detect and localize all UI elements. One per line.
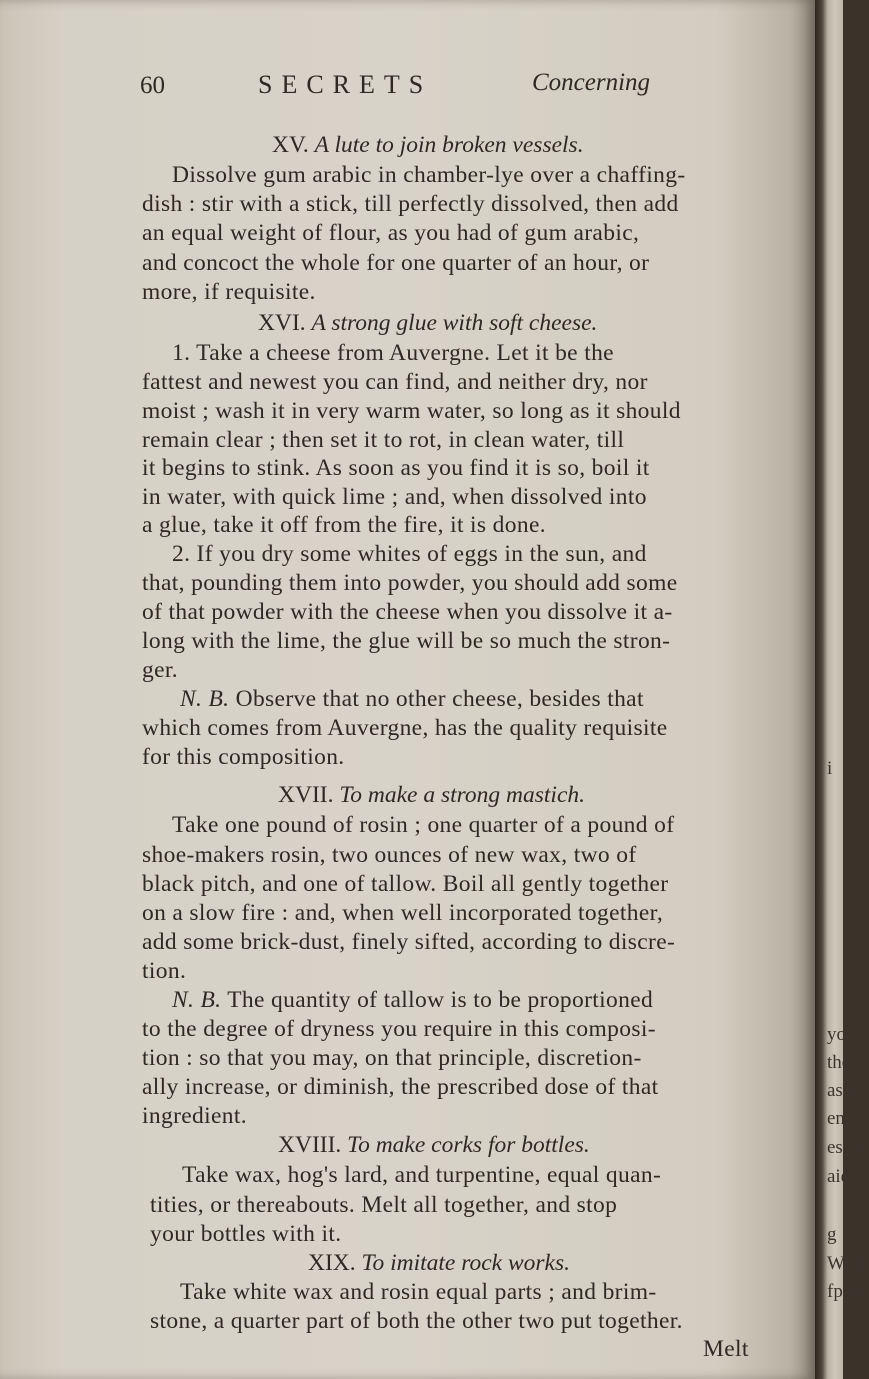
section-heading-xvi xyxy=(258,310,597,337)
nb-text: Observe that no other cheese, besides that xyxy=(235,686,644,712)
nb-text: The quantity of tallow is to be proportioned xyxy=(227,987,654,1013)
text-line: which comes from Auvergne, has the quality requisite xyxy=(142,715,668,741)
nota-bene-line xyxy=(180,686,644,713)
running-title: SECRETS xyxy=(258,70,433,99)
text-line: on a slow fire : and, when well incorporated together, xyxy=(142,900,664,926)
section-heading-xviii xyxy=(278,1132,590,1159)
text-line: it begins to stink. As soon as you find it is so, boil it xyxy=(142,455,650,481)
section-title: A lute to join broken vessels. xyxy=(314,132,584,158)
facing-page-fragment: the xyxy=(827,1052,851,1073)
section-number: XVI. xyxy=(258,310,306,336)
facing-page-fragment: aid, xyxy=(827,1166,855,1187)
text-line: Take wax, hog's lard, and turpentine, equal quan- xyxy=(182,1162,662,1188)
text-line: Dissolve gum arabic in chamber-lye over a chaffing- xyxy=(172,162,686,188)
text-line: fattest and newest you can find, and neither dry, nor xyxy=(142,369,648,395)
section-number: XVII. xyxy=(278,782,334,808)
section-title: To imitate rock works. xyxy=(361,1250,570,1276)
nota-bene-line xyxy=(172,987,653,1014)
text-line: for this composition. xyxy=(142,744,345,770)
facing-page-fragment: fpon xyxy=(827,1281,862,1302)
text-line: your bottles with it. xyxy=(150,1221,342,1247)
text-line: more, if requisite. xyxy=(142,279,316,305)
text-line: add some brick-dust, finely sifted, according to discre- xyxy=(142,929,676,955)
catchword: Melt xyxy=(703,1336,749,1362)
section-title: A strong glue with soft cheese. xyxy=(311,310,598,336)
section-heading-xix xyxy=(308,1250,570,1277)
section-heading-xvii xyxy=(278,782,585,809)
text-line: shoe-makers rosin, two ounces of new wax, two of xyxy=(142,842,637,868)
facing-page-fragment: i xyxy=(827,758,833,779)
page-number: 60 xyxy=(140,72,165,99)
text-line: of that powder with the cheese when you dissolve it a- xyxy=(142,599,673,625)
text-line: that, pounding them into powder, you should add some xyxy=(142,570,678,596)
section-number: XV. xyxy=(272,132,309,158)
text-line: remain clear ; then set it to rot, in clean water, till xyxy=(142,427,625,453)
section-title: To make a strong mastich. xyxy=(339,782,586,808)
nb-label: N. B. xyxy=(180,686,230,712)
section-title: To make corks for bottles. xyxy=(347,1132,590,1158)
section-number: XVIII. xyxy=(278,1132,342,1158)
facing-page-fragment: g xyxy=(827,1224,837,1245)
text-line: ally increase, or diminish, the prescribed dose of that xyxy=(142,1074,659,1100)
facing-page-fragment: es, a xyxy=(827,1137,861,1158)
text-line: 1. Take a cheese from Auvergne. Let it be the xyxy=(172,340,614,366)
text-line: ger. xyxy=(142,657,178,683)
facing-page-fragment: as a xyxy=(827,1080,857,1101)
text-line: 2. If you dry some whites of eggs in the sun, and xyxy=(172,541,647,567)
text-line: Take white wax and rosin equal parts ; and brim- xyxy=(180,1279,657,1305)
text-line: ingredient. xyxy=(142,1103,247,1129)
text-line: tities, or thereabouts. Melt all together, and stop xyxy=(150,1192,618,1218)
text-line: an equal weight of flour, as you had of gum arabic, xyxy=(142,220,640,246)
facing-page-fragment: With xyxy=(827,1253,865,1274)
text-line: Take one pound of rosin ; one quarter of a pound of xyxy=(172,812,675,838)
text-line: long with the lime, the glue will be so much the stron- xyxy=(142,628,671,654)
text-line: tion. xyxy=(142,958,187,984)
text-line: dish : stir with a stick, till perfectly dissolved, then add xyxy=(142,191,679,217)
text-line: black pitch, and one of tallow. Boil all gently together xyxy=(142,871,669,897)
facing-page-fragment: en yo xyxy=(827,1108,869,1129)
section-heading-xv xyxy=(272,132,584,159)
facing-page-edge xyxy=(815,0,869,1379)
text-line: and concoct the whole for one quarter of an hour, or xyxy=(142,250,650,276)
text-line: moist ; wash it in very warm water, so long as it should xyxy=(142,398,681,424)
running-subtitle: Concerning xyxy=(532,69,651,96)
text-line: a glue, take it off from the fire, it is done. xyxy=(142,512,546,538)
section-number: XIX. xyxy=(308,1250,356,1276)
nb-label: N. B. xyxy=(172,987,222,1013)
text-line: in water, with quick lime ; and, when dissolved into xyxy=(142,484,647,510)
text-line: tion : so that you may, on that principle, discretion- xyxy=(142,1045,642,1071)
text-line: stone, a quarter part of both the other two put together. xyxy=(150,1308,683,1334)
facing-page-fragment: yo xyxy=(827,1024,846,1045)
text-line: to the degree of dryness you require in this composi- xyxy=(142,1016,656,1042)
